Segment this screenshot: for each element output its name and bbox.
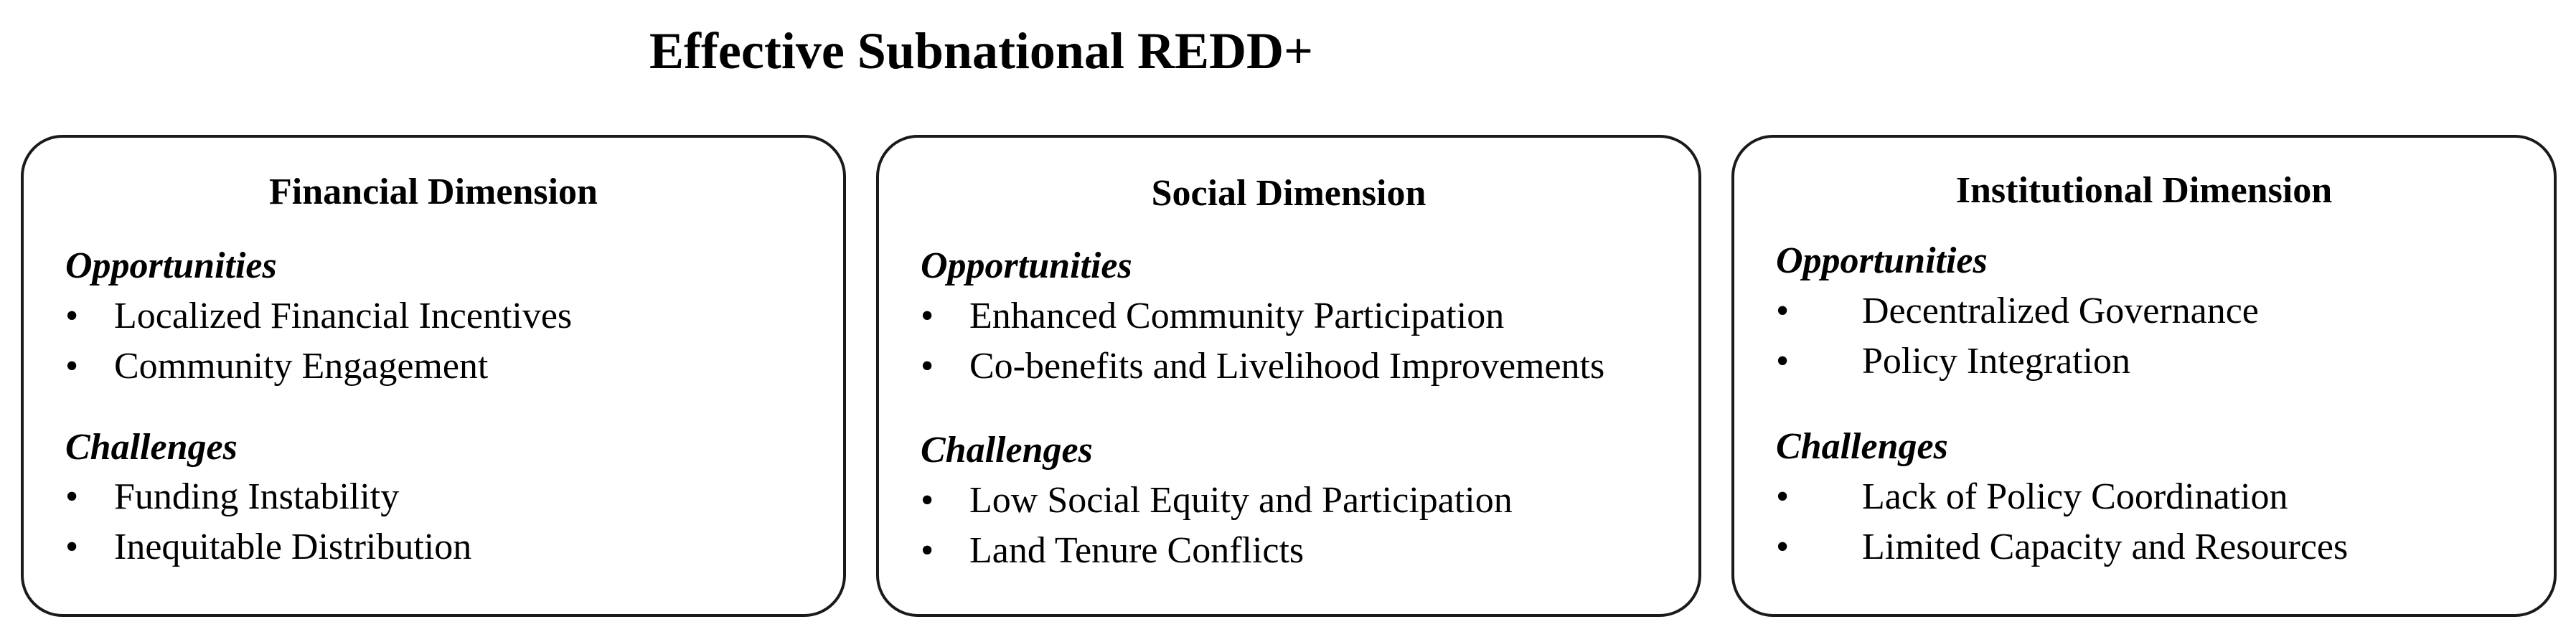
- bullet-icon: •: [65, 476, 79, 517]
- bullet-icon: •: [65, 346, 79, 387]
- institutional-opportunity-text: Decentralized Governance: [1862, 291, 2259, 331]
- bullet-icon: •: [1776, 527, 1790, 567]
- financial-challenge-text: Funding Instability: [114, 476, 400, 517]
- bullet-icon: •: [65, 527, 79, 567]
- financial-challenge-text: Inequitable Distribution: [114, 527, 472, 567]
- institutional-challenge-text: Lack of Policy Coordination: [1862, 476, 2288, 517]
- social-challenge-text: Land Tenure Conflicts: [969, 530, 1305, 571]
- financial-dimension-box: [21, 135, 846, 617]
- bullet-icon: •: [1776, 341, 1790, 382]
- social-opportunity-text: Co-benefits and Livelihood Improvements: [969, 346, 1605, 387]
- bullet-icon: •: [1776, 291, 1790, 331]
- bullet-icon: •: [921, 480, 934, 521]
- diagram-title: Effective Subnational REDD+: [649, 22, 1314, 80]
- institutional-dimension-box: [1731, 135, 2557, 617]
- social-opportunity-text: Enhanced Community Participation: [969, 296, 1505, 336]
- social-challenge-text: Low Social Equity and Participation: [969, 480, 1513, 521]
- financial-challenges-heading: Challenges: [65, 427, 238, 468]
- social-dimension-box: [876, 135, 1701, 617]
- institutional-opportunities-heading: Opportunities: [1776, 240, 1988, 281]
- financial-opportunity-text: Localized Financial Incentives: [114, 296, 573, 336]
- social-opportunities-heading: Opportunities: [921, 245, 1132, 286]
- bullet-icon: •: [921, 346, 934, 387]
- social-dimension-title: Social Dimension: [1151, 173, 1426, 214]
- social-challenges-heading: Challenges: [921, 430, 1093, 471]
- financial-dimension-title: Financial Dimension: [269, 171, 598, 212]
- bullet-icon: •: [65, 296, 79, 336]
- financial-opportunity-text: Community Engagement: [114, 346, 489, 387]
- financial-opportunities-heading: Opportunities: [65, 245, 277, 286]
- bullet-icon: •: [1776, 476, 1790, 517]
- bullet-icon: •: [921, 296, 934, 336]
- bullet-icon: •: [921, 530, 934, 571]
- institutional-dimension-title: Institutional Dimension: [1955, 170, 2333, 211]
- institutional-challenges-heading: Challenges: [1776, 426, 1948, 467]
- institutional-challenge-text: Limited Capacity and Resources: [1862, 527, 2349, 567]
- institutional-opportunity-text: Policy Integration: [1862, 341, 2131, 382]
